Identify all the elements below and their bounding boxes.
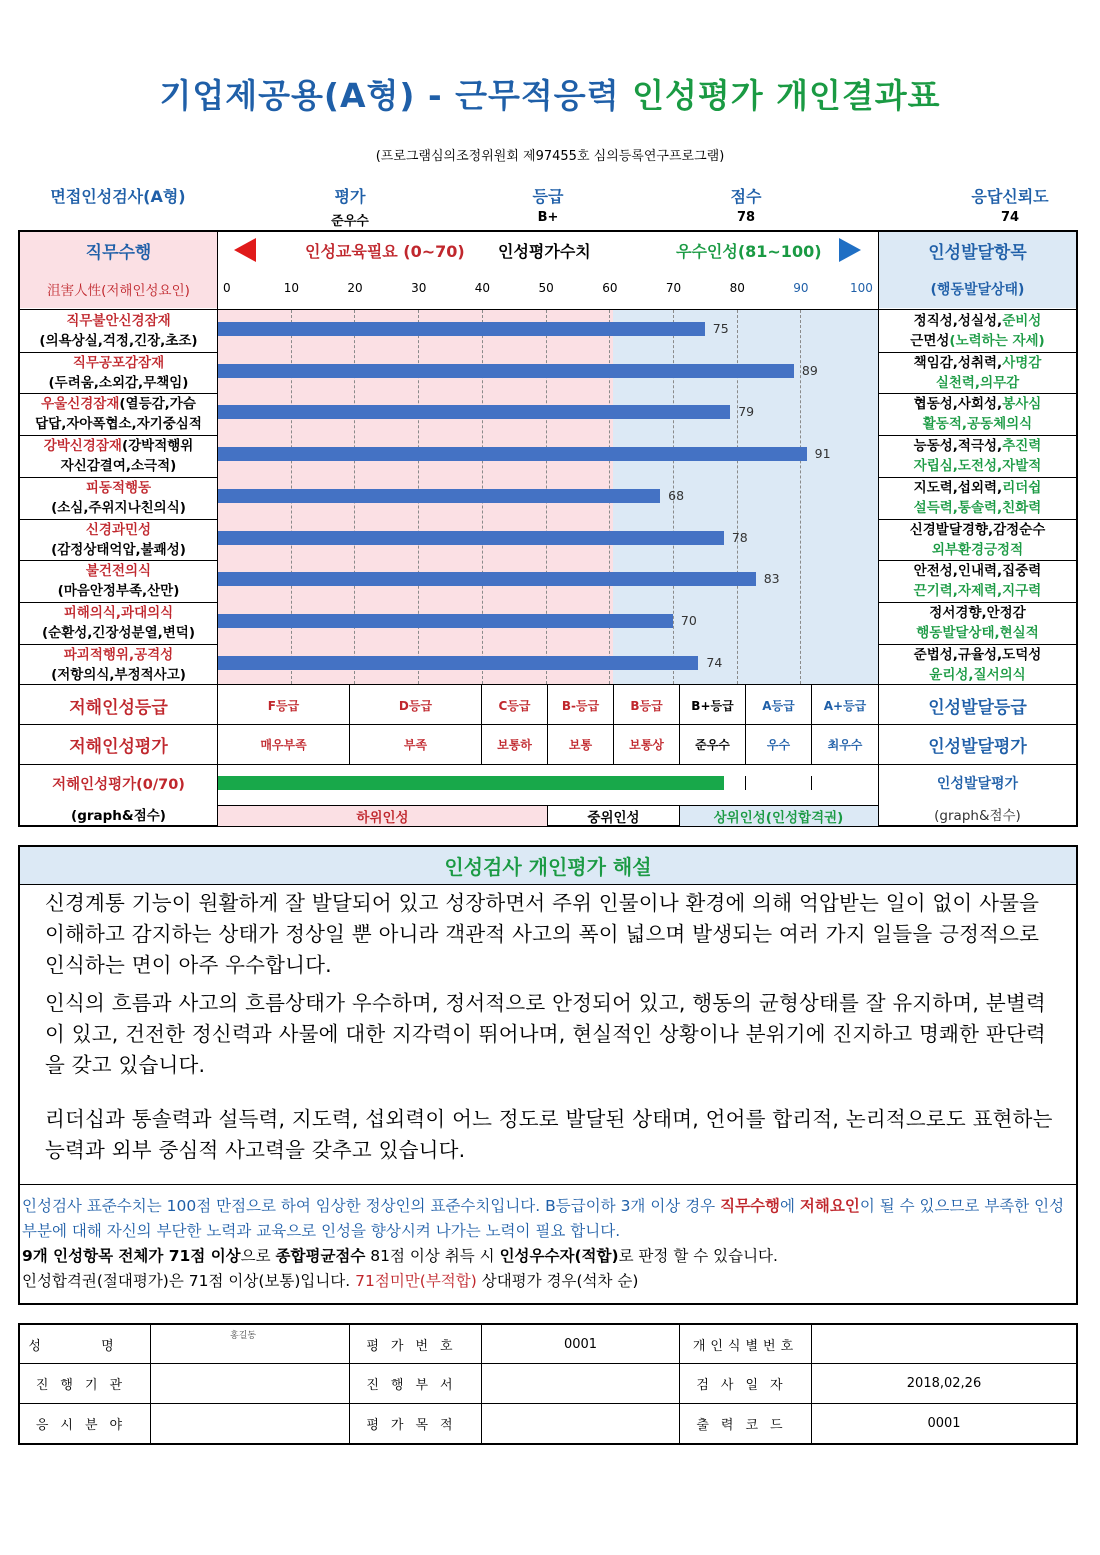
info-name-value: 홍길동 [230, 1331, 257, 1341]
note-1: 인성검사 표준수치는 100점 만점으로 하여 임상한 정상인의 표준수치입니다. B등급이하 3개 이상 경우 직무수행에 저해요인이 될 수 있으므로 부족한 인성부분에 대해 자신의 부단한 노력과 교육으로 인성을 향상시켜 나가는 노력이 필요 합니다. [22, 1197, 1065, 1240]
scale-tick: 50 [538, 281, 554, 295]
explanation-paragraph-3: 리더십과 통솔력과 설득력, 지도력, 섭외력이 어느 정도로 발달된 상태며, 언어를 합리적, 논리적으로도 표현하는 능력과 외부 중심적 사고력을 갖추고 있습니다. [45, 1107, 1053, 1162]
summary-score: 점수 78 [730, 187, 762, 225]
grade-cell: F등급 [267, 698, 300, 713]
eval-row-label: 저해인성평가 [69, 736, 168, 757]
info-purpose-value [482, 1404, 679, 1443]
table-hline [879, 435, 1076, 436]
row-label-left: 파괴적행위,공격성 (저항의식,부정적사고) [51, 646, 186, 683]
table-hline [879, 519, 1076, 520]
lower-zone-label: 하위인성 [356, 810, 409, 826]
info-dept-label: 진행부서 [366, 1378, 465, 1393]
row-label-left: 불건전의식 (마음안정부족,산만) [57, 563, 180, 600]
info-eval-no-label: 평가번호 [366, 1338, 465, 1354]
row-label-left: 피해의식,과대의식 (순환성,긴장성분열,변덕) [41, 604, 195, 641]
explanation-paragraph-2: 인식의 흐름과 사고의 흐름상태가 우수하며, 정서적으로 안정되어 있고, 행동의 균형상태를 잘 유지하며, 분별력이 있고, 건전한 정신력과 사물에 대한 지각력이 뛰어나며, 현실적인 상황이나 분위기에 진지하고 명쾌한 판단력을 갖고 있습니다. [45, 991, 1046, 1077]
eval-cell: 보통 [568, 737, 593, 752]
score-bar [218, 489, 660, 503]
bar-value-label: 68 [668, 487, 685, 503]
note-2: 9개 인성항목 전체가 71점 이상으로 종합평균점수 81점 이상 취득 시 인성우수자(적합)로 판정 할 수 있습니다. [22, 1247, 778, 1265]
table-hline [20, 435, 217, 436]
summary-evaluation: 평가 준우수 [331, 187, 369, 229]
row-label-left: 우울신경잠재(열등감,가슴 답답,자아폭협소,자기중심적 [35, 396, 202, 433]
info-id-value [812, 1325, 1076, 1363]
row-label-left: 직무공포감잠재 (두려움,소외감,무책임) [48, 354, 189, 391]
scale-tick: 0 [223, 281, 231, 295]
scale-tick: 10 [283, 281, 299, 295]
header-development-items: 인성발달항목 [928, 242, 1027, 263]
score-bar [218, 656, 698, 670]
table-vline [745, 776, 746, 790]
eval-cell: 우수 [766, 737, 791, 752]
info-field-label: 응시분야 [35, 1418, 135, 1433]
scale-tick: 80 [729, 281, 745, 295]
row-label-right: 정서경향,안정감 행동발달상태,현실적 [916, 604, 1039, 641]
explanation-paragraph-1: 신경계통 기능이 원활하게 잘 발달되어 있고 성장하면서 주위 인물이나 환경에 의해 억압받는 일이 없이 사물을 이해하고 감지하는 상태가 정상일 뿐 아니라 객관적 사고의 폭이 넓으며 발생되는 여러 가지 일들을 긍정적으로 인식하는 면이 아주 우수합니다. [45, 891, 1040, 977]
summary-reliability: 응답신뢰도 74 [971, 187, 1049, 225]
row-label-right: 신경발달경향,감정순수 외부환경긍정적 [909, 521, 1046, 558]
info-date-value: 2018,02,26 [906, 1376, 982, 1391]
grade-cell: A+등급 [823, 698, 867, 713]
info-date-label: 검사일자 [696, 1378, 795, 1393]
score-bar [218, 364, 794, 378]
table-hline [20, 602, 217, 603]
left-arrow-icon [230, 236, 260, 264]
score-bar [218, 405, 730, 419]
table-hline [879, 352, 1076, 353]
header-job-performance: 직무수행 [85, 242, 152, 263]
eval-cell: 보통하 [497, 737, 532, 752]
info-field-value [151, 1404, 349, 1443]
eval-cell: 보통상 [629, 737, 664, 752]
info-org-label: 진행기관 [35, 1378, 135, 1393]
row-label-right: 안전성,인내력,집중력 끈기력,자제력,지구력 [913, 563, 1042, 600]
summary-grade: 등급 B+ [532, 187, 564, 225]
table-hline [20, 644, 217, 645]
table-hline [20, 560, 217, 561]
score-bar [218, 447, 807, 461]
bar-value-label: 78 [731, 529, 748, 545]
grade-row-right: 인성발달등급 [928, 697, 1027, 718]
bar-value-label: 91 [814, 446, 831, 462]
row-label-left: 직무불안신경잠재 (의욕상실,걱정,긴장,초조) [39, 313, 198, 349]
graph-row-sublabel: (graph&점수) [71, 808, 166, 824]
graph-row-right: 인성발달평가 [936, 776, 1019, 792]
score-bar [218, 614, 673, 628]
scale-tick: 40 [474, 281, 491, 295]
eval-cell: 최우수 [827, 737, 863, 752]
info-purpose-label: 평가목적 [366, 1418, 465, 1433]
summary-test-type: 면접인성검사(A형) [50, 187, 186, 206]
row-label-left: 신경과민성 (감정상태억압,불쾌성) [51, 521, 186, 558]
row-label-right: 협동성,사회성,봉사심 활동적,공동체의식 [913, 396, 1042, 433]
graph-row-right-sub: (graph&점수) [934, 808, 1021, 824]
row-label-left: 강박신경잠재(강박적행위 자신감결여,소극적) [43, 438, 194, 475]
info-eval-no-value: 0001 [563, 1336, 598, 1352]
info-org-value [151, 1364, 349, 1403]
table-hline [879, 393, 1076, 394]
table-hline [879, 477, 1076, 478]
bar-value-label: 70 [680, 612, 697, 628]
table-hline [20, 309, 1076, 310]
table-hline [879, 644, 1076, 645]
grade-cell: B-등급 [561, 698, 600, 713]
bar-value-label: 79 [738, 404, 755, 420]
table-hline [20, 393, 217, 394]
info-name-label: 성 명 [28, 1338, 142, 1354]
table-hline [879, 602, 1076, 603]
scale-tick: 20 [347, 281, 363, 295]
graph-row-label: 저해인성평가(0/70) [52, 776, 185, 793]
right-arrow-icon [835, 236, 865, 264]
table-vline [811, 776, 812, 790]
table-hline [20, 519, 217, 520]
grade-cell: C등급 [498, 698, 531, 713]
header-inhibit-factor: 沮害人性(저해인성요인) [47, 283, 190, 299]
scale-tick: 70 [665, 281, 682, 295]
explanation-title: 인성검사 개인평가 해설 [20, 847, 1076, 885]
score-bar [218, 322, 705, 336]
middle-zone-label: 중위인성 [587, 810, 640, 826]
table-hline [20, 352, 217, 353]
score-bar [218, 572, 756, 586]
upper-zone-label: 상위인성(인성합격권) [713, 810, 844, 826]
page-title: 기업제공용(A형) - 근무적응력 인성평가 개인결과표 [159, 76, 941, 115]
header-excellent: 우수인성(81~100) [676, 242, 822, 261]
header-score-label: 인성평가수치 [498, 242, 591, 261]
row-label-right: 정직성,성실성,준비성 근면성(노력하는 자세) [910, 313, 1045, 349]
scale-tick: 100 [850, 281, 873, 295]
scale-tick: 60 [602, 281, 618, 295]
table-hline [20, 764, 1076, 765]
info-code-value: 0001 [927, 1416, 961, 1431]
grade-row-label: 저해인성등급 [69, 697, 168, 718]
summary-row [18, 184, 1078, 228]
score-bar [218, 531, 724, 545]
header-education-needed: 인성교육필요 (0~70) [305, 242, 465, 261]
bar-value-label: 83 [763, 571, 780, 587]
eval-row-right: 인성발달평가 [928, 736, 1027, 757]
table-hline [879, 560, 1076, 561]
row-label-left: 피동적행동 (소심,주위지나친의식) [51, 479, 186, 516]
eval-cell: 부족 [403, 737, 428, 752]
bar-value-label: 89 [801, 362, 818, 378]
info-dept-value [482, 1364, 679, 1403]
explanation-divider [20, 1184, 1076, 1185]
table-hline [20, 684, 1076, 685]
scale-tick: 90 [793, 281, 809, 295]
row-label-right: 준법성,규율성,도덕성 윤리성,질서의식 [913, 646, 1042, 683]
scale-tick: 30 [411, 281, 427, 295]
overall-score-bar [218, 776, 724, 790]
eval-cell: 매우부족 [260, 737, 307, 752]
eval-cell: 준우수 [695, 737, 730, 752]
grade-cell: A등급 [762, 698, 795, 713]
header-behavior-state: (행동발달상태) [930, 282, 1025, 298]
table-hline [20, 477, 217, 478]
info-id-label: 개인식별번호 [692, 1338, 799, 1354]
row-label-right: 지도력,섭외력,리더쉽 설득력,통솔력,친화력 [913, 479, 1042, 516]
grade-cell: B등급 [630, 698, 663, 713]
bar-value-label: 74 [706, 654, 723, 670]
info-code-label: 출력코드 [696, 1418, 795, 1433]
subtitle: (프로그램심의조정위원회 제97455호 심의등록연구프로그램) [375, 149, 725, 164]
bar-value-label: 75 [712, 321, 729, 336]
row-label-right: 책임감,성취력,사명감 실천력,의무감 [913, 354, 1042, 391]
note-3: 인성합격권(절대평가)은 71점 이상(보통)입니다. 71점미만(부적합) 상대평가 경우(석차 순) [22, 1272, 639, 1290]
row-label-right: 능동성,적극성,추진력 자립심,도전성,자발적 [913, 438, 1042, 475]
grade-cell: B+등급 [691, 698, 734, 713]
grade-cell: D등급 [398, 698, 433, 713]
